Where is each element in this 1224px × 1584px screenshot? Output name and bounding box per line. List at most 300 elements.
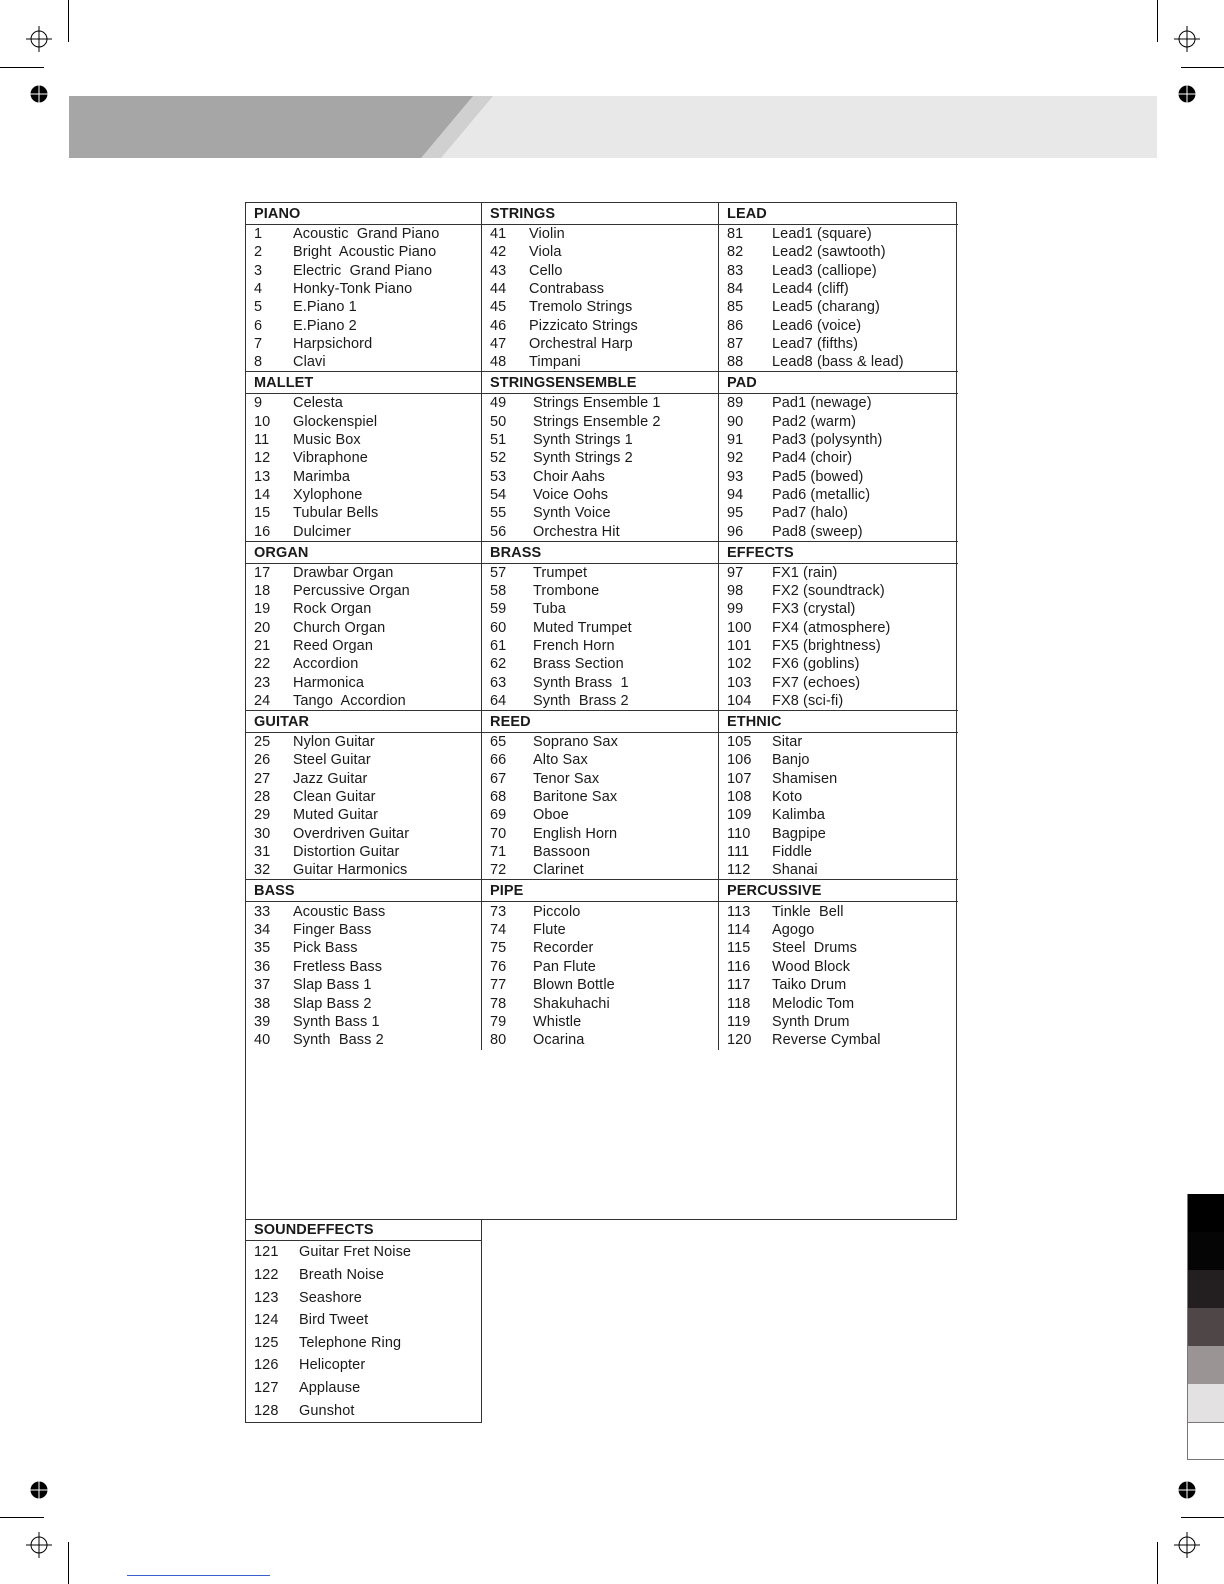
voice-row bbox=[719, 994, 958, 1012]
voice-number: 48 bbox=[490, 354, 507, 371]
voice-name: Lead4 (cliff) bbox=[772, 281, 849, 298]
voice-number: 78 bbox=[490, 995, 507, 1012]
voice-row bbox=[482, 468, 718, 486]
voice-name: Guitar Fret Noise bbox=[299, 1244, 412, 1261]
voice-number: 69 bbox=[490, 807, 507, 824]
voice-number: 57 bbox=[490, 564, 507, 581]
voice-row bbox=[719, 600, 958, 618]
voice-row bbox=[482, 413, 718, 431]
voice-row bbox=[482, 655, 718, 673]
voice-group-guitar bbox=[246, 711, 482, 880]
group-rows bbox=[246, 1241, 481, 1422]
voice-name: E.Piano 2 bbox=[293, 317, 357, 334]
voice-number: 27 bbox=[254, 770, 271, 787]
voice-number: 111 bbox=[727, 843, 750, 860]
voice-row bbox=[246, 225, 481, 243]
voice-row bbox=[246, 582, 481, 600]
voice-name: Kalimba bbox=[772, 807, 826, 824]
voice-row bbox=[719, 655, 958, 673]
voice-number: 51 bbox=[490, 432, 507, 449]
voice-row bbox=[482, 280, 718, 298]
voice-name: Pizzicato Strings bbox=[529, 317, 638, 334]
voice-row bbox=[246, 449, 481, 467]
voice-number: 24 bbox=[254, 692, 271, 709]
voice-row bbox=[246, 486, 481, 504]
voice-name: Jazz Guitar bbox=[293, 770, 368, 787]
voice-number: 93 bbox=[727, 468, 744, 485]
voice-number: 64 bbox=[490, 692, 507, 709]
voice-number: 16 bbox=[254, 523, 271, 540]
voice-row bbox=[482, 564, 718, 582]
voice-name: Sitar bbox=[772, 734, 803, 751]
voice-row bbox=[246, 1354, 481, 1377]
voice-name: Synth Bass 2 bbox=[293, 1032, 384, 1049]
group-rows bbox=[719, 902, 958, 1049]
group-rows bbox=[719, 564, 958, 710]
voice-row bbox=[482, 994, 718, 1012]
registration-mark-icon bbox=[1174, 1532, 1200, 1558]
voice-number: 127 bbox=[254, 1380, 279, 1397]
voice-row bbox=[246, 1309, 481, 1332]
voice-row bbox=[719, 637, 958, 655]
voice-name: Steel Drums bbox=[772, 940, 857, 957]
voice-row bbox=[482, 262, 718, 280]
group-title: REED bbox=[482, 711, 718, 733]
voice-number: 53 bbox=[490, 468, 507, 485]
voice-row bbox=[719, 394, 958, 412]
voice-row bbox=[246, 976, 481, 994]
voice-group-bass bbox=[246, 880, 482, 1049]
voice-name: Drawbar Organ bbox=[293, 564, 394, 581]
voice-row bbox=[719, 468, 958, 486]
voice-number: 124 bbox=[254, 1312, 279, 1329]
target-dot-icon bbox=[30, 1481, 48, 1499]
voice-row bbox=[246, 692, 481, 710]
voice-name: Nylon Guitar bbox=[293, 734, 375, 751]
voice-number: 59 bbox=[490, 601, 507, 618]
group-title: ETHNIC bbox=[719, 711, 958, 733]
group-title: EFFECTS bbox=[719, 542, 958, 564]
voice-number: 9 bbox=[254, 395, 263, 412]
voice-name: Slap Bass 2 bbox=[293, 995, 372, 1012]
voice-number: 14 bbox=[254, 486, 271, 503]
voice-row bbox=[719, 692, 958, 710]
voice-row bbox=[246, 1399, 481, 1422]
voice-name: Telephone Ring bbox=[299, 1334, 402, 1351]
voice-number: 58 bbox=[490, 583, 507, 600]
voice-row bbox=[482, 394, 718, 412]
trim-mark bbox=[1181, 1517, 1224, 1518]
voice-name: Celesta bbox=[293, 395, 343, 412]
trim-mark bbox=[1157, 0, 1158, 42]
voice-number: 82 bbox=[727, 244, 744, 261]
voice-group-stringsensemble bbox=[482, 372, 719, 541]
voice-row bbox=[719, 921, 958, 939]
voice-row bbox=[246, 335, 481, 353]
voice-name: Bagpipe bbox=[772, 825, 826, 842]
target-dot-icon bbox=[30, 85, 48, 103]
voice-name: Soprano Sax bbox=[533, 734, 618, 751]
group-title: STRINGSENSEMBLE bbox=[482, 372, 718, 394]
voice-row bbox=[246, 673, 481, 691]
voice-name: Trumpet bbox=[533, 564, 588, 581]
voice-name: Accordion bbox=[293, 656, 359, 673]
voice-row bbox=[246, 522, 481, 540]
voice-name: Acoustic Bass bbox=[293, 903, 386, 920]
voice-row bbox=[246, 843, 481, 861]
footer-rule bbox=[127, 1575, 270, 1576]
voice-name: Acoustic Grand Piano bbox=[293, 226, 440, 243]
voice-name: FX2 (soundtrack) bbox=[772, 583, 885, 600]
voice-number: 36 bbox=[254, 958, 271, 975]
voice-number: 120 bbox=[727, 1032, 752, 1049]
voice-row bbox=[719, 280, 958, 298]
voice-name: FX4 (atmosphere) bbox=[772, 619, 891, 636]
voice-number: 49 bbox=[490, 395, 507, 412]
voice-number: 46 bbox=[490, 317, 507, 334]
voice-row bbox=[482, 673, 718, 691]
voice-name: Synth Bass 1 bbox=[293, 1014, 380, 1031]
voice-group-ethnic bbox=[719, 711, 958, 880]
voice-row bbox=[246, 353, 481, 371]
voice-group-effects bbox=[719, 542, 958, 711]
voice-name: Gunshot bbox=[299, 1402, 355, 1419]
voice-row bbox=[246, 1377, 481, 1400]
voice-name: Blown Bottle bbox=[533, 977, 615, 994]
group-rows bbox=[719, 394, 958, 540]
voice-group-brass bbox=[482, 542, 719, 711]
voice-row bbox=[482, 824, 718, 842]
voice-row bbox=[719, 619, 958, 637]
trim-mark bbox=[1157, 1542, 1158, 1584]
voice-row bbox=[719, 431, 958, 449]
voice-number: 19 bbox=[254, 601, 271, 618]
voice-number: 61 bbox=[490, 637, 507, 654]
voice-name: Rock Organ bbox=[293, 601, 372, 618]
trim-mark bbox=[0, 67, 44, 68]
voice-name: Oboe bbox=[533, 807, 569, 824]
voice-number: 20 bbox=[254, 619, 271, 636]
voice-name: Reverse Cymbal bbox=[772, 1032, 881, 1049]
voice-number: 84 bbox=[727, 281, 744, 298]
voice-name: Muted Trumpet bbox=[533, 619, 632, 636]
voice-name: Applause bbox=[299, 1380, 361, 1397]
voice-row bbox=[246, 280, 481, 298]
voice-number: 80 bbox=[490, 1032, 507, 1049]
voice-number: 15 bbox=[254, 505, 271, 522]
group-title: MALLET bbox=[246, 372, 481, 394]
voice-row bbox=[482, 449, 718, 467]
voice-row bbox=[246, 788, 481, 806]
voice-number: 113 bbox=[727, 903, 751, 920]
trim-mark bbox=[68, 0, 69, 42]
color-swatch bbox=[1187, 1308, 1224, 1346]
group-title: PERCUSSIVE bbox=[719, 880, 958, 902]
voice-number: 40 bbox=[254, 1032, 271, 1049]
registration-mark-icon bbox=[26, 26, 52, 52]
voice-name: Pick Bass bbox=[293, 940, 358, 957]
voice-name: Pad3 (polysynth) bbox=[772, 432, 883, 449]
voice-number: 60 bbox=[490, 619, 507, 636]
voice-name: Music Box bbox=[293, 432, 361, 449]
voice-row bbox=[482, 504, 718, 522]
voice-number: 86 bbox=[727, 317, 744, 334]
voice-number: 25 bbox=[254, 734, 271, 751]
voice-number: 4 bbox=[254, 281, 263, 298]
voice-name: Banjo bbox=[772, 752, 810, 769]
color-swatch-strip bbox=[1187, 1194, 1224, 1460]
voice-row bbox=[246, 413, 481, 431]
voice-number: 116 bbox=[727, 958, 751, 975]
voice-row bbox=[246, 824, 481, 842]
voice-name: Taiko Drum bbox=[772, 977, 847, 994]
voice-row bbox=[246, 619, 481, 637]
voice-name: Synth Voice bbox=[533, 505, 611, 522]
voice-number: 128 bbox=[254, 1402, 279, 1419]
voice-name: Shakuhachi bbox=[533, 995, 610, 1012]
voice-number: 13 bbox=[254, 468, 271, 485]
voice-number: 77 bbox=[490, 977, 507, 994]
voice-number: 108 bbox=[727, 789, 752, 806]
group-title: GUITAR bbox=[246, 711, 481, 733]
voice-name: Cello bbox=[529, 262, 563, 279]
voice-name: Dulcimer bbox=[293, 523, 351, 540]
voice-name: FX6 (goblins) bbox=[772, 656, 860, 673]
voice-number: 67 bbox=[490, 770, 507, 787]
voice-number: 121 bbox=[254, 1244, 279, 1261]
voice-row bbox=[246, 902, 481, 920]
voice-row bbox=[719, 1031, 958, 1049]
group-rows bbox=[719, 225, 958, 371]
group-rows bbox=[246, 564, 481, 710]
voice-number: 105 bbox=[727, 734, 752, 751]
voice-row bbox=[719, 770, 958, 788]
voice-number: 66 bbox=[490, 752, 507, 769]
voice-row bbox=[482, 806, 718, 824]
voice-row bbox=[719, 225, 958, 243]
color-swatch bbox=[1187, 1422, 1224, 1460]
voice-name: Clavi bbox=[293, 354, 326, 371]
voice-name: Bright Acoustic Piano bbox=[293, 244, 437, 261]
voice-name: Seashore bbox=[299, 1289, 362, 1306]
voice-number: 114 bbox=[727, 921, 751, 938]
voice-number: 117 bbox=[727, 977, 751, 994]
voice-row bbox=[482, 1031, 718, 1049]
voice-row bbox=[482, 637, 718, 655]
voice-number: 79 bbox=[490, 1014, 507, 1031]
voice-name: Lead3 (calliope) bbox=[772, 262, 877, 279]
voice-row bbox=[719, 486, 958, 504]
voice-number: 90 bbox=[727, 413, 744, 430]
voice-number: 81 bbox=[727, 226, 744, 243]
voice-number: 29 bbox=[254, 807, 271, 824]
group-title: BASS bbox=[246, 880, 481, 902]
color-swatch bbox=[1187, 1194, 1224, 1232]
voice-number: 89 bbox=[727, 395, 744, 412]
voice-number: 125 bbox=[254, 1334, 279, 1351]
voice-number: 91 bbox=[727, 432, 744, 449]
voice-row bbox=[719, 939, 958, 957]
voice-number: 2 bbox=[254, 244, 263, 261]
voice-name: FX5 (brightness) bbox=[772, 637, 881, 654]
voice-group-strings bbox=[482, 203, 719, 372]
voice-row bbox=[482, 976, 718, 994]
group-title: ORGAN bbox=[246, 542, 481, 564]
voice-group-pipe bbox=[482, 880, 719, 1049]
voice-name: Pad2 (warm) bbox=[772, 413, 857, 430]
voice-row bbox=[246, 733, 481, 751]
registration-mark-icon bbox=[26, 1532, 52, 1558]
color-swatch bbox=[1187, 1384, 1224, 1422]
voice-number: 22 bbox=[254, 656, 271, 673]
voice-number: 1 bbox=[254, 226, 263, 243]
voice-row bbox=[482, 751, 718, 769]
voice-row bbox=[719, 449, 958, 467]
voice-row bbox=[482, 431, 718, 449]
voice-number: 10 bbox=[254, 413, 271, 430]
voice-number: 71 bbox=[490, 843, 507, 860]
voice-number: 76 bbox=[490, 958, 507, 975]
voice-number: 122 bbox=[254, 1266, 279, 1283]
voice-name: Tubular Bells bbox=[293, 505, 379, 522]
voice-row bbox=[482, 1013, 718, 1031]
group-rows bbox=[482, 564, 718, 710]
voice-name: Contrabass bbox=[529, 281, 605, 298]
voice-group-lead bbox=[719, 203, 958, 372]
voice-row bbox=[482, 902, 718, 920]
voice-name: Choir Aahs bbox=[533, 468, 605, 485]
group-rows bbox=[246, 902, 481, 1049]
voice-row bbox=[482, 733, 718, 751]
voice-number: 112 bbox=[727, 862, 751, 879]
voice-name: Guitar Harmonics bbox=[293, 862, 408, 879]
voice-name: Electric Grand Piano bbox=[293, 262, 433, 279]
voice-number: 45 bbox=[490, 299, 507, 316]
voice-number: 83 bbox=[727, 262, 744, 279]
voice-row bbox=[482, 600, 718, 618]
voice-name: Tango Accordion bbox=[293, 692, 406, 709]
voice-name: Tuba bbox=[533, 601, 566, 618]
voice-row bbox=[482, 770, 718, 788]
voice-number: 3 bbox=[254, 262, 263, 279]
voice-row bbox=[719, 861, 958, 879]
voice-row bbox=[719, 733, 958, 751]
voice-row bbox=[719, 353, 958, 371]
voice-number: 44 bbox=[490, 281, 507, 298]
voice-row bbox=[719, 335, 958, 353]
voice-number: 70 bbox=[490, 825, 507, 842]
voice-number: 99 bbox=[727, 601, 744, 618]
voice-number: 68 bbox=[490, 789, 507, 806]
group-title: SOUNDEFFECTS bbox=[246, 1219, 481, 1241]
voice-row bbox=[719, 243, 958, 261]
voice-name: Finger Bass bbox=[293, 921, 372, 938]
voice-number: 100 bbox=[727, 619, 752, 636]
voice-number: 23 bbox=[254, 674, 271, 691]
voice-name: Bassoon bbox=[533, 843, 591, 860]
voice-row bbox=[246, 921, 481, 939]
group-rows bbox=[482, 902, 718, 1049]
voice-group-reed bbox=[482, 711, 719, 880]
voice-number: 6 bbox=[254, 317, 263, 334]
voice-name: Clarinet bbox=[533, 862, 584, 879]
header-accent-shape bbox=[69, 96, 1157, 158]
voice-number: 5 bbox=[254, 299, 263, 316]
voice-row bbox=[246, 504, 481, 522]
group-rows bbox=[246, 733, 481, 879]
trim-mark bbox=[0, 1517, 44, 1518]
voice-name: Shamisen bbox=[772, 770, 838, 787]
voice-name: Flute bbox=[533, 921, 566, 938]
voice-number: 11 bbox=[254, 432, 270, 449]
voice-number: 115 bbox=[727, 940, 751, 957]
voice-number: 94 bbox=[727, 486, 744, 503]
voice-number: 42 bbox=[490, 244, 507, 261]
voice-name: Tremolo Strings bbox=[529, 299, 633, 316]
voice-row bbox=[482, 921, 718, 939]
voice-name: Lead2 (sawtooth) bbox=[772, 244, 886, 261]
voice-row bbox=[719, 673, 958, 691]
voice-number: 75 bbox=[490, 940, 507, 957]
voice-number: 28 bbox=[254, 789, 271, 806]
voice-row bbox=[482, 353, 718, 371]
voice-row bbox=[719, 788, 958, 806]
voice-name: Alto Sax bbox=[533, 752, 588, 769]
voice-group-pad bbox=[719, 372, 958, 541]
group-rows bbox=[482, 733, 718, 879]
voice-number: 104 bbox=[727, 692, 752, 709]
voice-row bbox=[482, 298, 718, 316]
voice-number: 109 bbox=[727, 807, 752, 824]
voice-number: 56 bbox=[490, 523, 507, 540]
voice-row bbox=[482, 316, 718, 334]
voice-name: Muted Guitar bbox=[293, 807, 379, 824]
voice-row bbox=[482, 692, 718, 710]
voice-number: 126 bbox=[254, 1357, 279, 1374]
voice-row bbox=[246, 243, 481, 261]
voice-row bbox=[719, 582, 958, 600]
voice-group-piano bbox=[246, 203, 482, 372]
voice-row bbox=[719, 262, 958, 280]
registration-mark-icon bbox=[1174, 26, 1200, 52]
voice-row bbox=[246, 298, 481, 316]
voice-number: 50 bbox=[490, 413, 507, 430]
voice-name: Lead6 (voice) bbox=[772, 317, 862, 334]
voice-name: Lead5 (charang) bbox=[772, 299, 880, 316]
voice-name: Fiddle bbox=[772, 843, 813, 860]
voice-name: Harmonica bbox=[293, 674, 365, 691]
voice-name: Pad4 (choir) bbox=[772, 450, 853, 467]
voice-row bbox=[246, 394, 481, 412]
voice-name: Church Organ bbox=[293, 619, 386, 636]
voice-name: Baritone Sax bbox=[533, 789, 618, 806]
voice-row bbox=[246, 1286, 481, 1309]
voice-name: Overdriven Guitar bbox=[293, 825, 410, 842]
voice-number: 119 bbox=[727, 1014, 751, 1031]
voice-row bbox=[482, 939, 718, 957]
voice-name: Slap Bass 1 bbox=[293, 977, 372, 994]
voice-row bbox=[719, 316, 958, 334]
target-dot-icon bbox=[1178, 1481, 1196, 1499]
voice-name: Wood Block bbox=[772, 958, 851, 975]
voice-name: Whistle bbox=[533, 1014, 582, 1031]
voice-row bbox=[246, 564, 481, 582]
voice-name: Percussive Organ bbox=[293, 583, 410, 600]
sound-effects-table bbox=[245, 1219, 482, 1423]
voice-number: 123 bbox=[254, 1289, 279, 1306]
voice-name: Marimba bbox=[293, 468, 351, 485]
voice-group-percussive bbox=[719, 880, 958, 1049]
